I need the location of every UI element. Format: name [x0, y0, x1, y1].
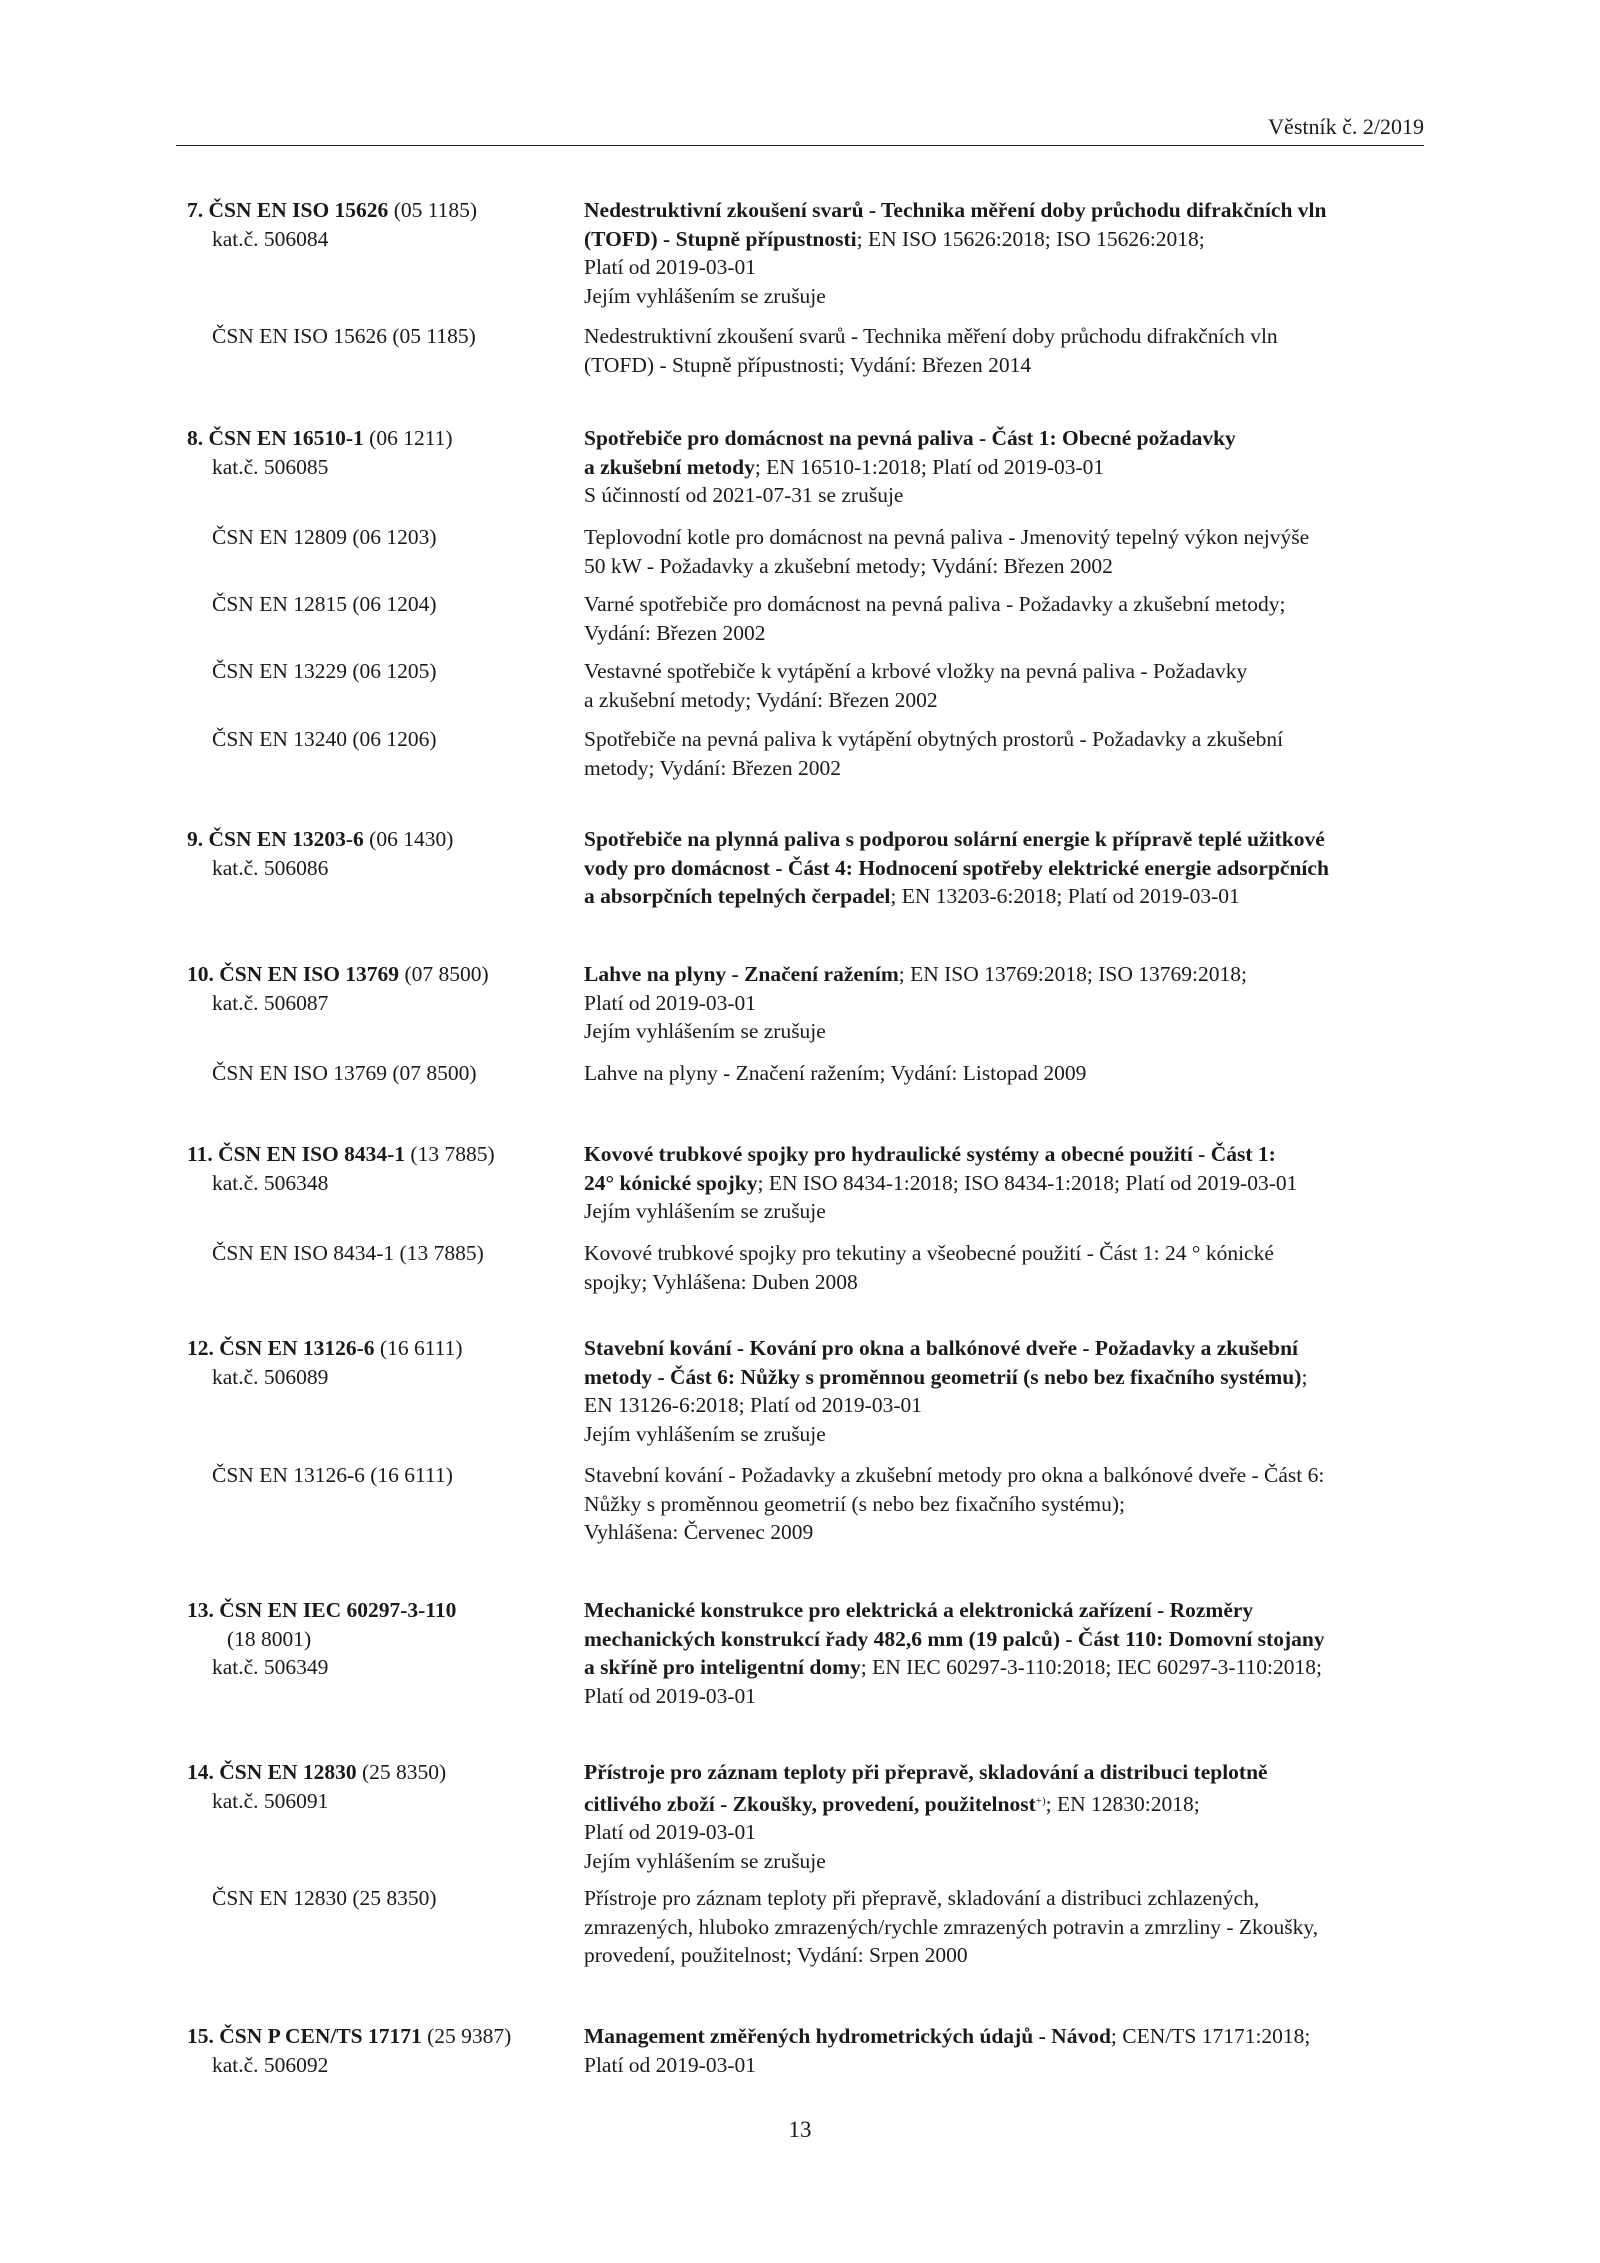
validity-note: Jejím vyhlášením se zrušuje — [584, 1019, 826, 1043]
standard-title: Management změřených hydrometrických údajů - Návod — [584, 2024, 1111, 2048]
validity-note: Platí od 2019-03-01 — [584, 255, 756, 279]
title-tail: ; EN 13203-6:2018; Platí od 2019-03-01 — [890, 884, 1240, 908]
validity-note: Platí od 2019-03-01 — [584, 990, 756, 1015]
replaced-standard-description — [584, 322, 1434, 379]
replaced-standard-code: ČSN EN 12809 (06 1203) — [212, 525, 437, 549]
standard-title: Kovové trubkové spojky pro hydraulické systémy a obecné použití - Část 1: — [584, 1142, 1276, 1166]
title-line — [584, 882, 1434, 911]
replaced-standard-description — [584, 1884, 1434, 1970]
title-line — [584, 854, 1434, 883]
replaced-line: spojky; Vyhlášena: Duben 2008 — [584, 1269, 858, 1294]
validity-note: Platí od 2019-03-01 — [584, 1820, 756, 1844]
replaced-standard-id — [187, 1059, 577, 1088]
standard-id-block — [187, 196, 577, 253]
replaced-line: Stavební kování - Požadavky a zkušební metody pro okna a balkónové dveře - Část 6: — [584, 1463, 1325, 1487]
standard-description — [584, 1140, 1434, 1226]
title-tail: ; EN 16510-1:2018; Platí od 2019-03-01 — [754, 454, 1105, 479]
standard-id-line — [187, 960, 577, 989]
page-number: 13 — [788, 2117, 812, 2142]
classification-code: (18 8001) — [227, 1626, 312, 1651]
replaced-line: Varné spotřebiče pro domácnost na pevná paliva - Požadavky a zkušební metody; — [584, 592, 1286, 616]
standard-description — [584, 1596, 1434, 1710]
catalog-number: kat.č. 506348 — [212, 1170, 329, 1195]
replaced-standard-id — [187, 523, 577, 552]
replaced-standard-code: ČSN EN ISO 15626 (05 1185) — [212, 324, 476, 348]
standard-id-line — [187, 1758, 577, 1787]
entry-number: 11. — [187, 1142, 213, 1166]
replaced-standard-description — [584, 523, 1434, 580]
standard-id-line — [187, 825, 577, 854]
title-tail: ; EN IEC 60297-3-110:2018; IEC 60297-3-110:2018; — [860, 1655, 1322, 1679]
replaced-line: Spotřebiče na pevná paliva k vytápění obytných prostorů - Požadavky a zkušební — [584, 727, 1284, 751]
standard-code: ČSN EN 13203-6 — [208, 827, 364, 851]
classification-code: (05 1185) — [393, 198, 478, 222]
catalog-number: kat.č. 506349 — [212, 1655, 329, 1679]
classification-code: (13 7885) — [410, 1142, 495, 1166]
standard-code: ČSN EN 16510-1 — [208, 426, 364, 450]
replaced-standard-description — [584, 590, 1434, 647]
replaced-line: zmrazených, hluboko zmrazených/rychle zmrazených potravin a zmrzliny - Zkoušky, — [584, 1914, 1319, 1939]
validity-note: Jejím vyhlášením se zrušuje — [584, 1848, 826, 1873]
entry-number: 12. — [187, 1336, 214, 1360]
replaced-line: metody; Vydání: Březen 2002 — [584, 755, 841, 780]
replaced-standard-id — [187, 1461, 577, 1490]
standard-code: ČSN P CEN/TS 17171 — [219, 2024, 422, 2048]
entry-number: 15. — [187, 2024, 214, 2048]
title-line — [584, 1363, 1434, 1392]
replaced-line: Vestavné spotřebiče k vytápění a krbové vložky na pevná paliva - Požadavky — [584, 659, 1248, 683]
title-tail: ; — [1301, 1364, 1308, 1389]
validity-note: Jejím vyhlášením se zrušuje — [584, 283, 826, 308]
replaced-standard-description — [584, 1461, 1434, 1547]
standard-id-block — [187, 1140, 577, 1197]
replaced-standard-code: ČSN EN ISO 13769 (07 8500) — [212, 1061, 477, 1085]
standard-description — [584, 1758, 1434, 1875]
footnote-marker: +) — [1035, 1794, 1046, 1807]
standard-title: Lahve na plyny - Značení ražením — [584, 962, 899, 986]
title-line — [584, 1596, 1434, 1625]
entry-number: 9. — [187, 827, 204, 851]
title-line — [584, 825, 1434, 854]
replaced-standard-id — [187, 322, 577, 351]
catalog-number: kat.č. 506092 — [212, 2052, 329, 2077]
catalog-number: kat.č. 506087 — [212, 990, 329, 1015]
standard-title: Stavební kování - Kování pro okna a balkónové dveře - Požadavky a zkušební — [584, 1336, 1299, 1360]
standard-description — [584, 825, 1434, 911]
standard-id-block — [187, 1596, 577, 1682]
classification-code: (06 1211) — [369, 426, 453, 450]
standard-description — [584, 424, 1434, 510]
catalog-number: kat.č. 506089 — [212, 1364, 329, 1389]
standard-title: citlivého zboží - Zkoušky, provedení, použitelnost — [584, 1791, 1036, 1816]
entry-number: 10. — [187, 962, 214, 986]
standard-id-block — [187, 1334, 577, 1391]
standard-title: Přístroje pro záznam teploty při přepravě, skladování a distribuci teplotně — [584, 1760, 1268, 1784]
standard-id-block — [187, 2022, 577, 2079]
header-rule — [176, 145, 1424, 146]
replaced-standard-description — [584, 725, 1434, 782]
replaced-standard-description — [584, 1239, 1434, 1296]
classification-code: (06 1430) — [369, 827, 454, 851]
standard-title: a zkušební metody — [584, 454, 755, 479]
replaced-standard-code: ČSN EN ISO 8434-1 (13 7885) — [212, 1241, 484, 1265]
replaced-line: Teplovodní kotle pro domácnost na pevná paliva - Jmenovitý tepelný výkon nejvýše — [584, 525, 1310, 549]
title-line — [584, 196, 1434, 225]
standard-code: ČSN EN ISO 13769 — [219, 962, 400, 986]
catalog-number: kat.č. 506084 — [212, 226, 329, 251]
replaced-line: Vydání: Březen 2002 — [584, 620, 766, 645]
replaced-standard-code: ČSN EN 13240 (06 1206) — [212, 727, 437, 751]
replaced-line: a zkušební metody; Vydání: Březen 2002 — [584, 687, 938, 712]
replaced-line: Nedestruktivní zkoušení svarů - Technika měření doby průchodu difrakčních vln — [584, 324, 1278, 348]
title-tail: ; EN ISO 15626:2018; ISO 15626:2018; — [856, 226, 1205, 251]
title-line — [584, 2022, 1434, 2051]
standard-title: Spotřebiče pro domácnost na pevná paliva - Část 1: Obecné požadavky — [584, 426, 1236, 450]
standard-description — [584, 960, 1434, 1046]
standard-description — [584, 1334, 1434, 1448]
standard-id-block — [187, 960, 577, 1017]
title-tail: ; CEN/TS 17171:2018; — [1110, 2024, 1311, 2048]
standard-title: 24° kónické spojky — [584, 1170, 758, 1195]
replaced-standard-id — [187, 657, 577, 686]
standard-id-line — [187, 1334, 577, 1363]
replaced-standard-id — [187, 1239, 577, 1268]
title-tail: ; EN ISO 8434-1:2018; ISO 8434-1:2018; Platí od 2019-03-01 — [757, 1170, 1298, 1195]
catalog-number: kat.č. 506085 — [212, 454, 329, 479]
standard-title: (TOFD) - Stupně přípustnosti — [584, 226, 857, 251]
standard-code: ČSN EN ISO 15626 — [208, 198, 389, 222]
title-line — [584, 1653, 1434, 1682]
entry-number: 13. — [187, 1598, 214, 1622]
title-line — [584, 1169, 1434, 1198]
title-line — [584, 1787, 1434, 1819]
replaced-line: Přístroje pro záznam teploty při přepravě, skladování a distribuci zchlazených, — [584, 1886, 1260, 1910]
header-title: Věstník č. 2/2019 — [1268, 114, 1424, 139]
replaced-standard-id — [187, 1884, 577, 1913]
title-line — [584, 453, 1434, 482]
validity-note: EN 13126-6:2018; Platí od 2019-03-01 — [584, 1393, 923, 1417]
standard-id-line — [187, 1140, 577, 1169]
title-line — [584, 1625, 1434, 1654]
replaced-standard-description — [584, 1059, 1434, 1088]
classification-code: (25 9387) — [427, 2024, 512, 2048]
standard-title: vody pro domácnost - Část 4: Hodnocení spotřeby elektrické energie adsorpčních — [584, 855, 1329, 880]
title-tail: ; EN 12830:2018; — [1045, 1791, 1200, 1816]
classification-code: (16 6111) — [379, 1336, 463, 1360]
title-line — [584, 1758, 1434, 1787]
title-line — [584, 1334, 1434, 1363]
standard-description — [584, 2022, 1434, 2079]
standard-code: ČSN EN 12830 — [219, 1760, 357, 1784]
standard-code: ČSN EN 13126-6 — [219, 1336, 375, 1360]
title-line — [584, 225, 1434, 254]
entry-number: 14. — [187, 1760, 214, 1784]
replaced-standard-id — [187, 725, 577, 754]
standard-title: Mechanické konstrukce pro elektrická a elektronická zařízení - Rozměry — [584, 1598, 1254, 1622]
standard-title: Spotřebiče na plynná paliva s podporou solární energie k přípravě teplé užitkové — [584, 827, 1325, 851]
standard-id-line — [187, 2022, 577, 2051]
standard-id-block — [187, 825, 577, 882]
validity-note: Jejím vyhlášením se zrušuje — [584, 1199, 826, 1223]
validity-note: Platí od 2019-03-01 — [584, 2052, 756, 2077]
title-line — [584, 1140, 1434, 1169]
standard-id-block — [187, 424, 577, 481]
standard-title: metody - Část 6: Nůžky s proměnnou geometrií (s nebo bez fixačního systému) — [584, 1364, 1302, 1389]
replaced-line: (TOFD) - Stupně přípustnosti; Vydání: Březen 2014 — [584, 352, 1032, 377]
title-tail: ; EN ISO 13769:2018; ISO 13769:2018; — [898, 962, 1247, 986]
standard-title: Nedestruktivní zkoušení svarů - Technika měření doby průchodu difrakčních vln — [584, 198, 1327, 222]
standard-title: mechanických konstrukcí řady 482,6 mm (19 palců) - Část 110: Domovní stojany — [584, 1626, 1325, 1651]
title-line — [584, 960, 1434, 989]
classification-code: (25 8350) — [362, 1760, 447, 1784]
replaced-standard-description — [584, 657, 1434, 714]
standard-id-block — [187, 1758, 577, 1815]
standard-code: ČSN EN ISO 8434-1 — [218, 1142, 406, 1166]
standard-title: a skříně pro inteligentní domy — [584, 1655, 861, 1679]
standard-id-line — [187, 196, 577, 225]
replaced-standard-code: ČSN EN 12815 (06 1204) — [212, 592, 437, 616]
replaced-line: 50 kW - Požadavky a zkušební metody; Vydání: Březen 2002 — [584, 553, 1113, 578]
standard-title: a absorpčních tepelných čerpadel — [584, 884, 891, 908]
entry-number: 8. — [187, 426, 204, 450]
standard-description — [584, 196, 1434, 310]
replaced-line: Kovové trubkové spojky pro tekutiny a všeobecné použití - Část 1: 24 ° kónické — [584, 1241, 1274, 1265]
entry-number: 7. — [187, 198, 204, 222]
replaced-standard-code: ČSN EN 13229 (06 1205) — [212, 659, 437, 683]
catalog-number: kat.č. 506086 — [212, 855, 329, 880]
classification-code: (07 8500) — [404, 962, 489, 986]
replaced-line: Lahve na plyny - Značení ražením; Vydání: Listopad 2009 — [584, 1061, 1087, 1085]
catalog-number: kat.č. 506091 — [212, 1788, 329, 1813]
replaced-line: Nůžky s proměnnou geometrií (s nebo bez fixačního systému); — [584, 1491, 1125, 1516]
replaced-standard-id — [187, 590, 577, 619]
replaced-standard-code: ČSN EN 13126-6 (16 6111) — [212, 1463, 453, 1487]
validity-note: Jejím vyhlášením se zrušuje — [584, 1421, 826, 1446]
replaced-line: provedení, použitelnost; Vydání: Srpen 2000 — [584, 1943, 968, 1967]
standard-id-line — [187, 424, 577, 453]
replaced-standard-code: ČSN EN 12830 (25 8350) — [212, 1886, 437, 1910]
title-line — [584, 424, 1434, 453]
validity-note: Platí od 2019-03-01 — [584, 1683, 756, 1708]
replaced-line: Vyhlášena: Červenec 2009 — [584, 1520, 814, 1544]
standard-id-line — [187, 1596, 577, 1625]
standard-code: ČSN EN IEC 60297-3-110 — [219, 1598, 457, 1622]
validity-note: S účinností od 2021-07-31 se zrušuje — [584, 483, 904, 507]
